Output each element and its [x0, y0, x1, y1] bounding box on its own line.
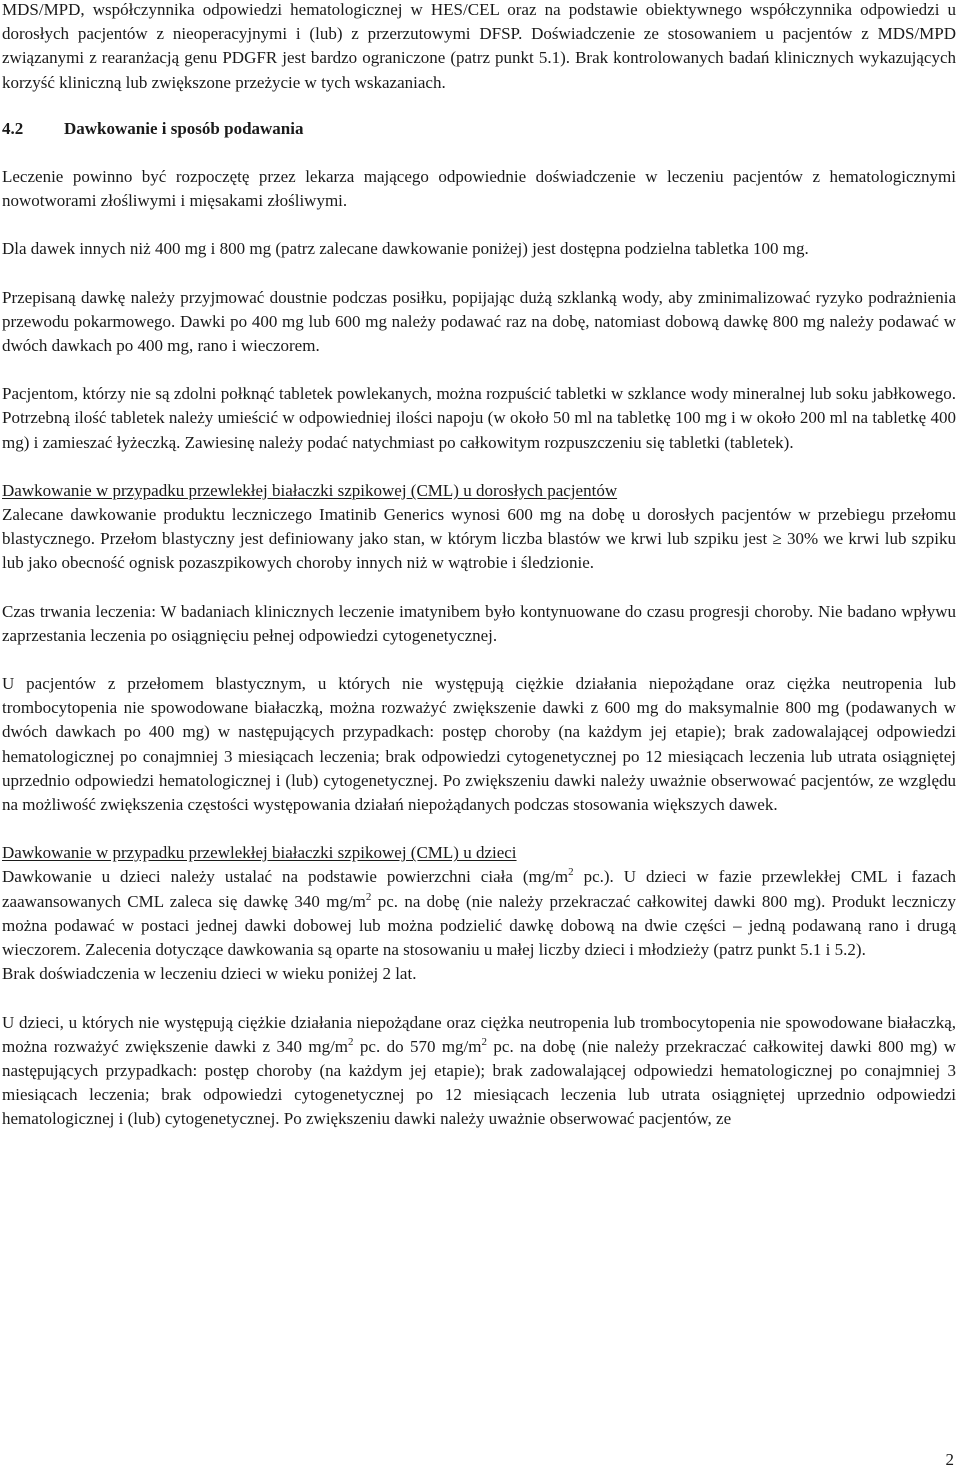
paragraph-divisible-tablet: Dla dawek innych niż 400 mg i 800 mg (patrz zalecane dawkowanie poniżej) jest dostępna podzielna tabletka 100 mg.	[2, 239, 809, 259]
child-cml-increase-text-a: U dzieci, u których nie występują ciężkie działania niepożądane oraz ciężka neutropenia lub trombocytopenia nie spowodowane białaczką, można rozważyć zwiększenie dawki z 340 mg/m	[2, 1012, 956, 1056]
adult-cml-dose-increase-paragraph: U pacjentów z przełomem blastycznym, u których nie występują ciężkie działania niepożądane oraz ciężka neutropenia lub trombocytopenia nie spowodowane białaczką, można rozważyć zwiększenie dawki z 600 mg do maksymalnie 800 mg (podawanych w dwóch dawkach po 400 mg) w następujących przypadkach: postęp choroby (na każdym jej etapie); brak zadowalającej odpowiedzi hematologicznej po conajmniej 3 miesiącach leczenia; brak odpowiedzi cytogenetycznej po 12 miesiącach leczenia lub utrata osiągniętej uprzednio odpowiedzi hematologicznej i (lub) cytogenetycznej. Po zwiększeniu dawki należy uważnie obserwować pacjentów, ze względu na możliwość zwiększenia częstości występowania działań niepożądanych podczas stosowania większych dawek.	[2, 674, 956, 815]
section-number: 4.2	[2, 118, 24, 138]
adult-cml-dosage-paragraph	[2, 503, 956, 576]
child-cml-dose-increase-paragraph	[2, 1011, 956, 1132]
superscript: 2	[481, 1035, 488, 1048]
paragraph-treatment-start: Leczenie powinno być rozpoczętę przez lekarza mającego odpowiednie doświadczenie w leczeniu pacjentów z hematologicznymi nowotworami złośliwymi i mięsakami złośliwymi.	[2, 167, 956, 211]
page-content	[2, 0, 956, 1132]
page-number: 2	[945, 1449, 954, 1469]
paragraph-dissolving-tablets: Pacjentom, którzy nie są zdolni połknąć tabletek powlekanych, można rozpuścić tabletki w szklance wody mineralnej lub soku jabłkowego. Potrzebną ilość tabletek należy umieścić w odpowiedniej ilości napoju (w około 50 ml na tabletkę 100 mg i w około 200 ml na tabletkę 400 mg) i zamieszać łyżeczką. Zawiesinę należy podać natychmiast po całkowitym rozpuszczeniu się tabletki (tabletek).	[2, 384, 956, 452]
adult-cml-heading: Dawkowanie w przypadku przewlekłej białaczki szpikowej (CML) u dorosłych pacjentów	[2, 480, 618, 500]
section-heading	[2, 117, 956, 141]
adult-cml-dosage-text-a: Zalecane dawkowanie produktu leczniczego Imatinib Generics wynosi 600 mg na dobę u dorosłych pacjentów w przebiegu przełomu blastycznego. Przełom blastyczny jest definiowany jako stan, w którym liczba blastów we krwi lub szpiku jest	[2, 505, 956, 549]
paragraph-oral-dosing: Przepisaną dawkę należy przyjmować doustnie podczas posiłku, popijając dużą szklanką wody, aby zminimalizować ryzyko podrażnienia przewodu pokarmowego. Dawki po 400 mg lub 600 mg należy podawać raz na dobę, natomiast dobową dawkę 800 mg należy podawać w dwóch dawkach po 400 mg, rano i wieczorem.	[2, 287, 956, 356]
child-cml-text-a: Dawkowanie u dzieci należy ustalać na podstawie powierzchni ciała (mg/m	[2, 867, 569, 887]
child-cml-experience-line: Brak doświadczenia w leczeniu dzieci w wieku poniżej 2 lat.	[2, 964, 417, 984]
child-cml-text-b: pc.). U dzieci w fazie przewlekłej CML i fazach zaawansowanych CML zaleca się dawkę 340 mg/m	[2, 867, 956, 911]
child-cml-increase-text-b: pc. do 570 mg/m	[353, 1036, 482, 1056]
child-cml-heading: Dawkowanie w przypadku przewlekłej białaczki szpikowej (CML) u dzieci	[2, 843, 517, 863]
child-cml-dosage-paragraph	[2, 865, 956, 962]
superscript: 2	[348, 1035, 354, 1048]
section-title: Dawkowanie i sposób podawania	[64, 118, 304, 138]
superscript: 2	[365, 890, 372, 903]
greater-equal-symbol: ≥	[772, 529, 782, 549]
child-cml-text-c: pc. na dobę (nie należy przekraczać całkowitej dawki 800 mg). Produkt leczniczy można podawać w postaci jednej dawki dobowej lub można podzielić dawkę dobową na dwie części – jedną podawaną rano i drugą wieczorem. Zalecenia dotyczące dawkowania są oparte na stosowaniu u małej liczby dzieci i młodzieży (patrz punkt 5.1 i 5.2).	[2, 891, 956, 960]
superscript: 2	[568, 866, 574, 879]
adult-cml-duration-paragraph: Czas trwania leczenia: W badaniach klinicznych leczenie imatynibem było kontynuowane do czasu progresji choroby. Nie badano wpływu zaprzestania leczenia po osiągnięciu pełnej odpowiedzi cytogenetycznej.	[2, 601, 956, 645]
child-cml-increase-text-c: pc. na dobę (nie należy przekraczać całkowitej dawki 800 mg) w następujących przypadkach: postęp choroby (na każdym jej etapie); brak zadowalającej odpowiedzi hematologicznej po conajmniej 3 miesiącach leczenia; brak odpowiedzi cytogenetycznej po 12 miesiącach leczenia lub utrata osiągniętej uprzednio odpowiedzi hematologicznej i (lub) cytogenetycznej. Po zwiększeniu dawki należy uważnie obserwować pacjentów, ze	[2, 1036, 957, 1129]
intro-paragraph: MDS/MPD, współczynnika odpowiedzi hematologicznej w HES/CEL oraz na podstawie obiektywnego współczynnika odpowiedzi u dorosłych pacjentów z nieoperacyjnymi i (lub) z przerzutowymi DFSP. Doświadczenie ze stosowaniem u pacjentów z MDS/MPD związanymi z rearanżacją genu PDGFR jest bardzo ograniczone (patrz punkt 5.1). Brak kontrolowanych badań klinicznych wykazujących korzyść kliniczną lub zwiększone przeżycie w tych wskazaniach.	[2, 0, 956, 92]
adult-cml-dosage-text-b: 30% we krwi lub szpiku lub jako obecność ognisk pozaszpikowych choroby innych niż w wątrobie i śledzionie.	[2, 529, 957, 573]
